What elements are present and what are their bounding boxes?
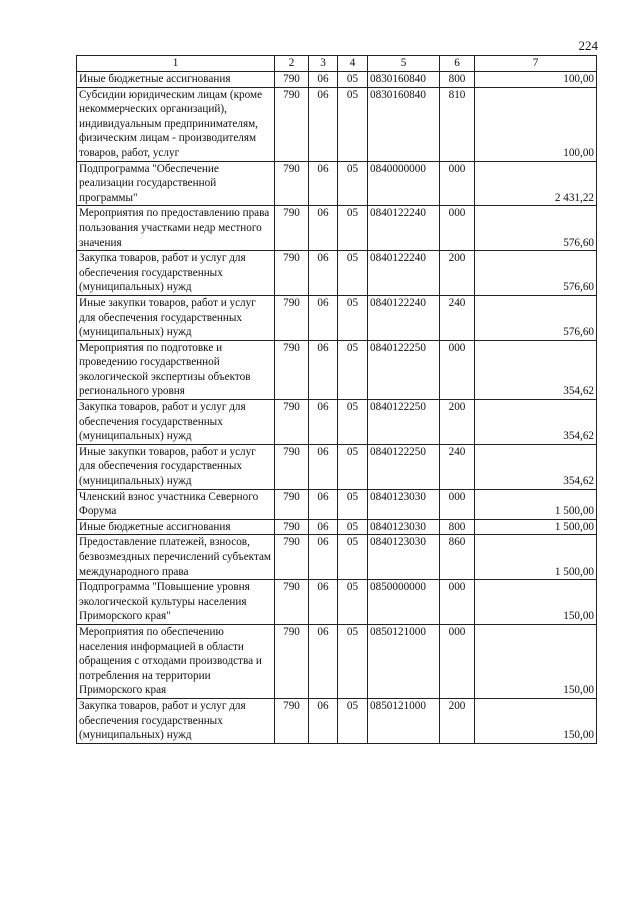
cell-col2: 790 [275,295,309,340]
cell-col3: 06 [309,206,338,251]
cell-code: 0840123030 [368,535,440,580]
cell-col6: 810 [440,87,475,161]
cell-name: Закупка товаров, работ и услуг для обеспечения государственных (муниципальных) нужд [77,698,275,743]
cell-col2: 790 [275,400,309,445]
cell-col2: 790 [275,72,309,88]
column-header: 7 [475,56,597,72]
cell-name: Иные закупки товаров, работ и услуг для обеспечения государственных (муниципальных) нужд [77,444,275,489]
cell-col3: 06 [309,161,338,206]
cell-col6: 800 [440,519,475,535]
cell-col2: 790 [275,535,309,580]
cell-name: Иные бюджетные ассигнования [77,519,275,535]
cell-code: 0840122240 [368,251,440,296]
cell-col2: 790 [275,489,309,519]
cell-code: 0840122250 [368,400,440,445]
cell-amount: 150,00 [475,698,597,743]
cell-code: 0850121000 [368,624,440,698]
cell-col2: 790 [275,698,309,743]
cell-code: 0830160840 [368,87,440,161]
cell-col6: 860 [440,535,475,580]
table-row [77,535,597,580]
cell-col6: 000 [440,580,475,625]
cell-code: 0850121000 [368,698,440,743]
page-number: 224 [578,38,598,53]
cell-amount: 576,60 [475,295,597,340]
column-header: 5 [368,56,440,72]
column-header: 4 [338,56,368,72]
table-row [77,519,597,535]
cell-code: 0830160840 [368,72,440,88]
cell-col6: 000 [440,624,475,698]
cell-col4: 05 [338,251,368,296]
cell-name: Членский взнос участника Северного Форума [77,489,275,519]
cell-col4: 05 [338,444,368,489]
table-row [77,251,597,296]
cell-amount: 576,60 [475,251,597,296]
cell-amount: 354,62 [475,400,597,445]
cell-col4: 05 [338,489,368,519]
cell-name: Субсидии юридическим лицам (кроме некоммерческих организаций), индивидуальным предпринимателям, физическим лицам - производителям товаров, работ, услуг [77,87,275,161]
cell-col4: 05 [338,295,368,340]
cell-col3: 06 [309,87,338,161]
cell-col3: 06 [309,251,338,296]
cell-col4: 05 [338,87,368,161]
table-row [77,489,597,519]
cell-name: Мероприятия по подготовке и проведению государственной экологической экспертизы объектов регионального уровня [77,340,275,399]
cell-col4: 05 [338,535,368,580]
cell-name: Мероприятия по предоставлению права пользования участками недр местного значения [77,206,275,251]
cell-col4: 05 [338,400,368,445]
cell-col4: 05 [338,624,368,698]
cell-code: 0840000000 [368,161,440,206]
cell-col2: 790 [275,340,309,399]
column-header: 3 [309,56,338,72]
cell-col3: 06 [309,489,338,519]
cell-col4: 05 [338,580,368,625]
cell-col2: 790 [275,161,309,206]
cell-name: Иные бюджетные ассигнования [77,72,275,88]
cell-col6: 200 [440,400,475,445]
cell-col6: 000 [440,161,475,206]
cell-name: Закупка товаров, работ и услуг для обеспечения государственных (муниципальных) нужд [77,251,275,296]
cell-col2: 790 [275,444,309,489]
cell-col4: 05 [338,519,368,535]
cell-col4: 05 [338,206,368,251]
cell-code: 0840122240 [368,295,440,340]
cell-name: Мероприятия по обеспечению населения информацией в области обращения с отходами производства и потребления на территории Приморского края [77,624,275,698]
cell-code: 0840122250 [368,444,440,489]
cell-amount: 150,00 [475,624,597,698]
column-header: 6 [440,56,475,72]
table-row [77,698,597,743]
column-header: 2 [275,56,309,72]
cell-name: Закупка товаров, работ и услуг для обеспечения государственных (муниципальных) нужд [77,400,275,445]
cell-col3: 06 [309,580,338,625]
table-row [77,400,597,445]
cell-amount: 100,00 [475,72,597,88]
cell-col2: 790 [275,519,309,535]
cell-col3: 06 [309,400,338,445]
cell-col4: 05 [338,72,368,88]
cell-code: 0840122240 [368,206,440,251]
cell-col3: 06 [309,535,338,580]
table-row [77,87,597,161]
cell-col6: 240 [440,295,475,340]
cell-amount: 354,62 [475,340,597,399]
cell-col3: 06 [309,340,338,399]
table-row [77,161,597,206]
cell-amount: 1 500,00 [475,535,597,580]
cell-col6: 000 [440,489,475,519]
cell-col4: 05 [338,161,368,206]
cell-amount: 2 431,22 [475,161,597,206]
cell-code: 0840123030 [368,519,440,535]
table-row [77,444,597,489]
cell-code: 0850000000 [368,580,440,625]
cell-amount: 576,60 [475,206,597,251]
cell-name: Иные закупки товаров, работ и услуг для обеспечения государственных (муниципальных) нужд [77,295,275,340]
table-row [77,72,597,88]
cell-name: Подпрограмма "Повышение уровня экологической культуры населения Приморского края" [77,580,275,625]
cell-col3: 06 [309,444,338,489]
cell-amount: 100,00 [475,87,597,161]
cell-col3: 06 [309,72,338,88]
cell-col4: 05 [338,698,368,743]
cell-code: 0840123030 [368,489,440,519]
table-row [77,580,597,625]
cell-col3: 06 [309,519,338,535]
cell-col6: 200 [440,698,475,743]
cell-col6: 000 [440,206,475,251]
cell-code: 0840122250 [368,340,440,399]
cell-name: Подпрограмма "Обеспечение реализации государственной программы" [77,161,275,206]
cell-col4: 05 [338,340,368,399]
cell-amount: 150,00 [475,580,597,625]
cell-col3: 06 [309,295,338,340]
cell-amount: 1 500,00 [475,489,597,519]
cell-col2: 790 [275,624,309,698]
cell-col6: 000 [440,340,475,399]
cell-col6: 240 [440,444,475,489]
budget-table [76,55,597,744]
column-header: 1 [77,56,275,72]
cell-col2: 790 [275,206,309,251]
table-row [77,340,597,399]
cell-col2: 790 [275,580,309,625]
cell-amount: 354,62 [475,444,597,489]
cell-name: Предоставление платежей, взносов, безвозмездных перечислений субъектам международного права [77,535,275,580]
cell-col6: 200 [440,251,475,296]
cell-col3: 06 [309,698,338,743]
cell-col2: 790 [275,251,309,296]
cell-col3: 06 [309,624,338,698]
table-row [77,295,597,340]
table-row [77,624,597,698]
cell-col2: 790 [275,87,309,161]
cell-col6: 800 [440,72,475,88]
table-row [77,206,597,251]
header-row [77,56,597,72]
cell-amount: 1 500,00 [475,519,597,535]
